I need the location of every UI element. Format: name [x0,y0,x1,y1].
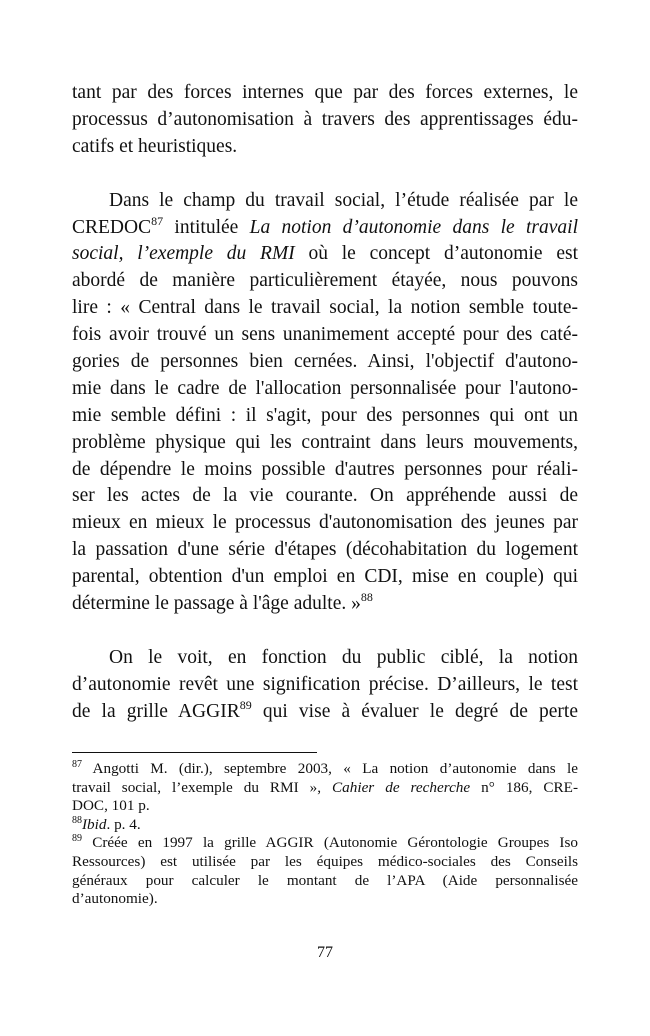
text-line: fois avoir trouvé un sens unanimement accepté pour des caté- [72,324,578,346]
text-line: de la grille AGGIR$^{89}$ qui vise à évaluer le degré de perte [72,697,578,722]
text-line: catifs et heuristiques. [72,135,238,157]
footnotes [72,760,578,909]
text-line: social, l’exemple du RMI où le concept d’autonomie est [72,243,578,265]
text-line: parental, obtention d'un emploi en CDI, mise en couple) qui [72,566,578,588]
text-line: ser les actes de la vie courante. On appréhende aussi de [72,485,578,507]
footnote-89: $^{89}$ Créée en 1997 la grille AGGIR (Autonomie Gérontologie Groupes Iso [72,833,578,852]
text-line: tant par des forces internes que par des forces externes, le [72,82,578,103]
main-text [72,80,578,726]
text-line: la passation d'une série d'étapes (décohabitation du logement [72,539,578,561]
text-line: mie semble défini : il s'agit, pour des personnes qui ont un [72,404,578,426]
text-line: Dans le champ du travail social, l’étude réalisée par le [109,189,578,211]
text-line: de dépendre le moins possible d'autres personnes pour réali- [72,458,578,480]
footnote-87: $^{87}$ Angotti M. (dir.), septembre 2003, « La notion d’autonomie dans le [72,759,578,777]
footnote-ref-88: 88 [360,590,373,605]
text-line: d’autonomie revêt une signification précise. D’ailleurs, le test [72,673,578,695]
paragraph-1 [72,80,578,161]
text-line: mie dans le cadre de l'allocation personnalisée pour l'autono- [72,377,578,399]
report-title: La notion d’autonomie dans le travail [249,216,578,238]
footnote-88: $^{88}$Ibid. p. 4. [72,814,141,833]
footnote-line: généraux pour calculer le montant de l’APA (Aide personnalisée [72,871,578,889]
paragraph-3 [72,645,578,726]
report-title: social, l’exemple du RMI [72,243,295,265]
footnote-line: DOC, 101 p. [72,797,150,815]
text-line: mieux en mieux le processus d'autonomisation des jeunes par [72,512,578,534]
page-number: 77 [317,944,333,961]
footnote-line: Ressources) est utilisée par les équipes médico-sociales des Conseils [72,852,578,870]
text-line: On le voit, en fonction du public ciblé, la notion [109,646,578,668]
footnote-ref-87: 87 [151,213,164,228]
footnote-separator [72,752,317,753]
text-line: abordé de manière particulièrement étayée, nous pouvons [72,270,578,292]
paragraph-2 [72,188,578,618]
footnote-ref-89: 89 [239,697,252,712]
footnote-line: travail social, l’exemple du RMI », Cahier de recherche n° 186, CRE- [72,778,579,796]
text-line: problème physique qui les contraint dans leurs mouvements, [72,431,578,453]
text-line: CREDOC$^{87}$ intitulée La notion d’autonomie dans le travail [72,213,578,238]
text-line: détermine le passage à l'âge adulte. »$^{88}$ [72,590,373,615]
text-line: processus d’autonomisation à travers des apprentissages édu- [72,108,578,130]
text-line: gories de personnes bien cernées. Ainsi, l'objectif d'autono- [72,351,578,373]
footnote-line: d’autonomie). [72,890,158,908]
text-line: lire : « Central dans le travail social, la notion semble toute- [72,297,578,319]
